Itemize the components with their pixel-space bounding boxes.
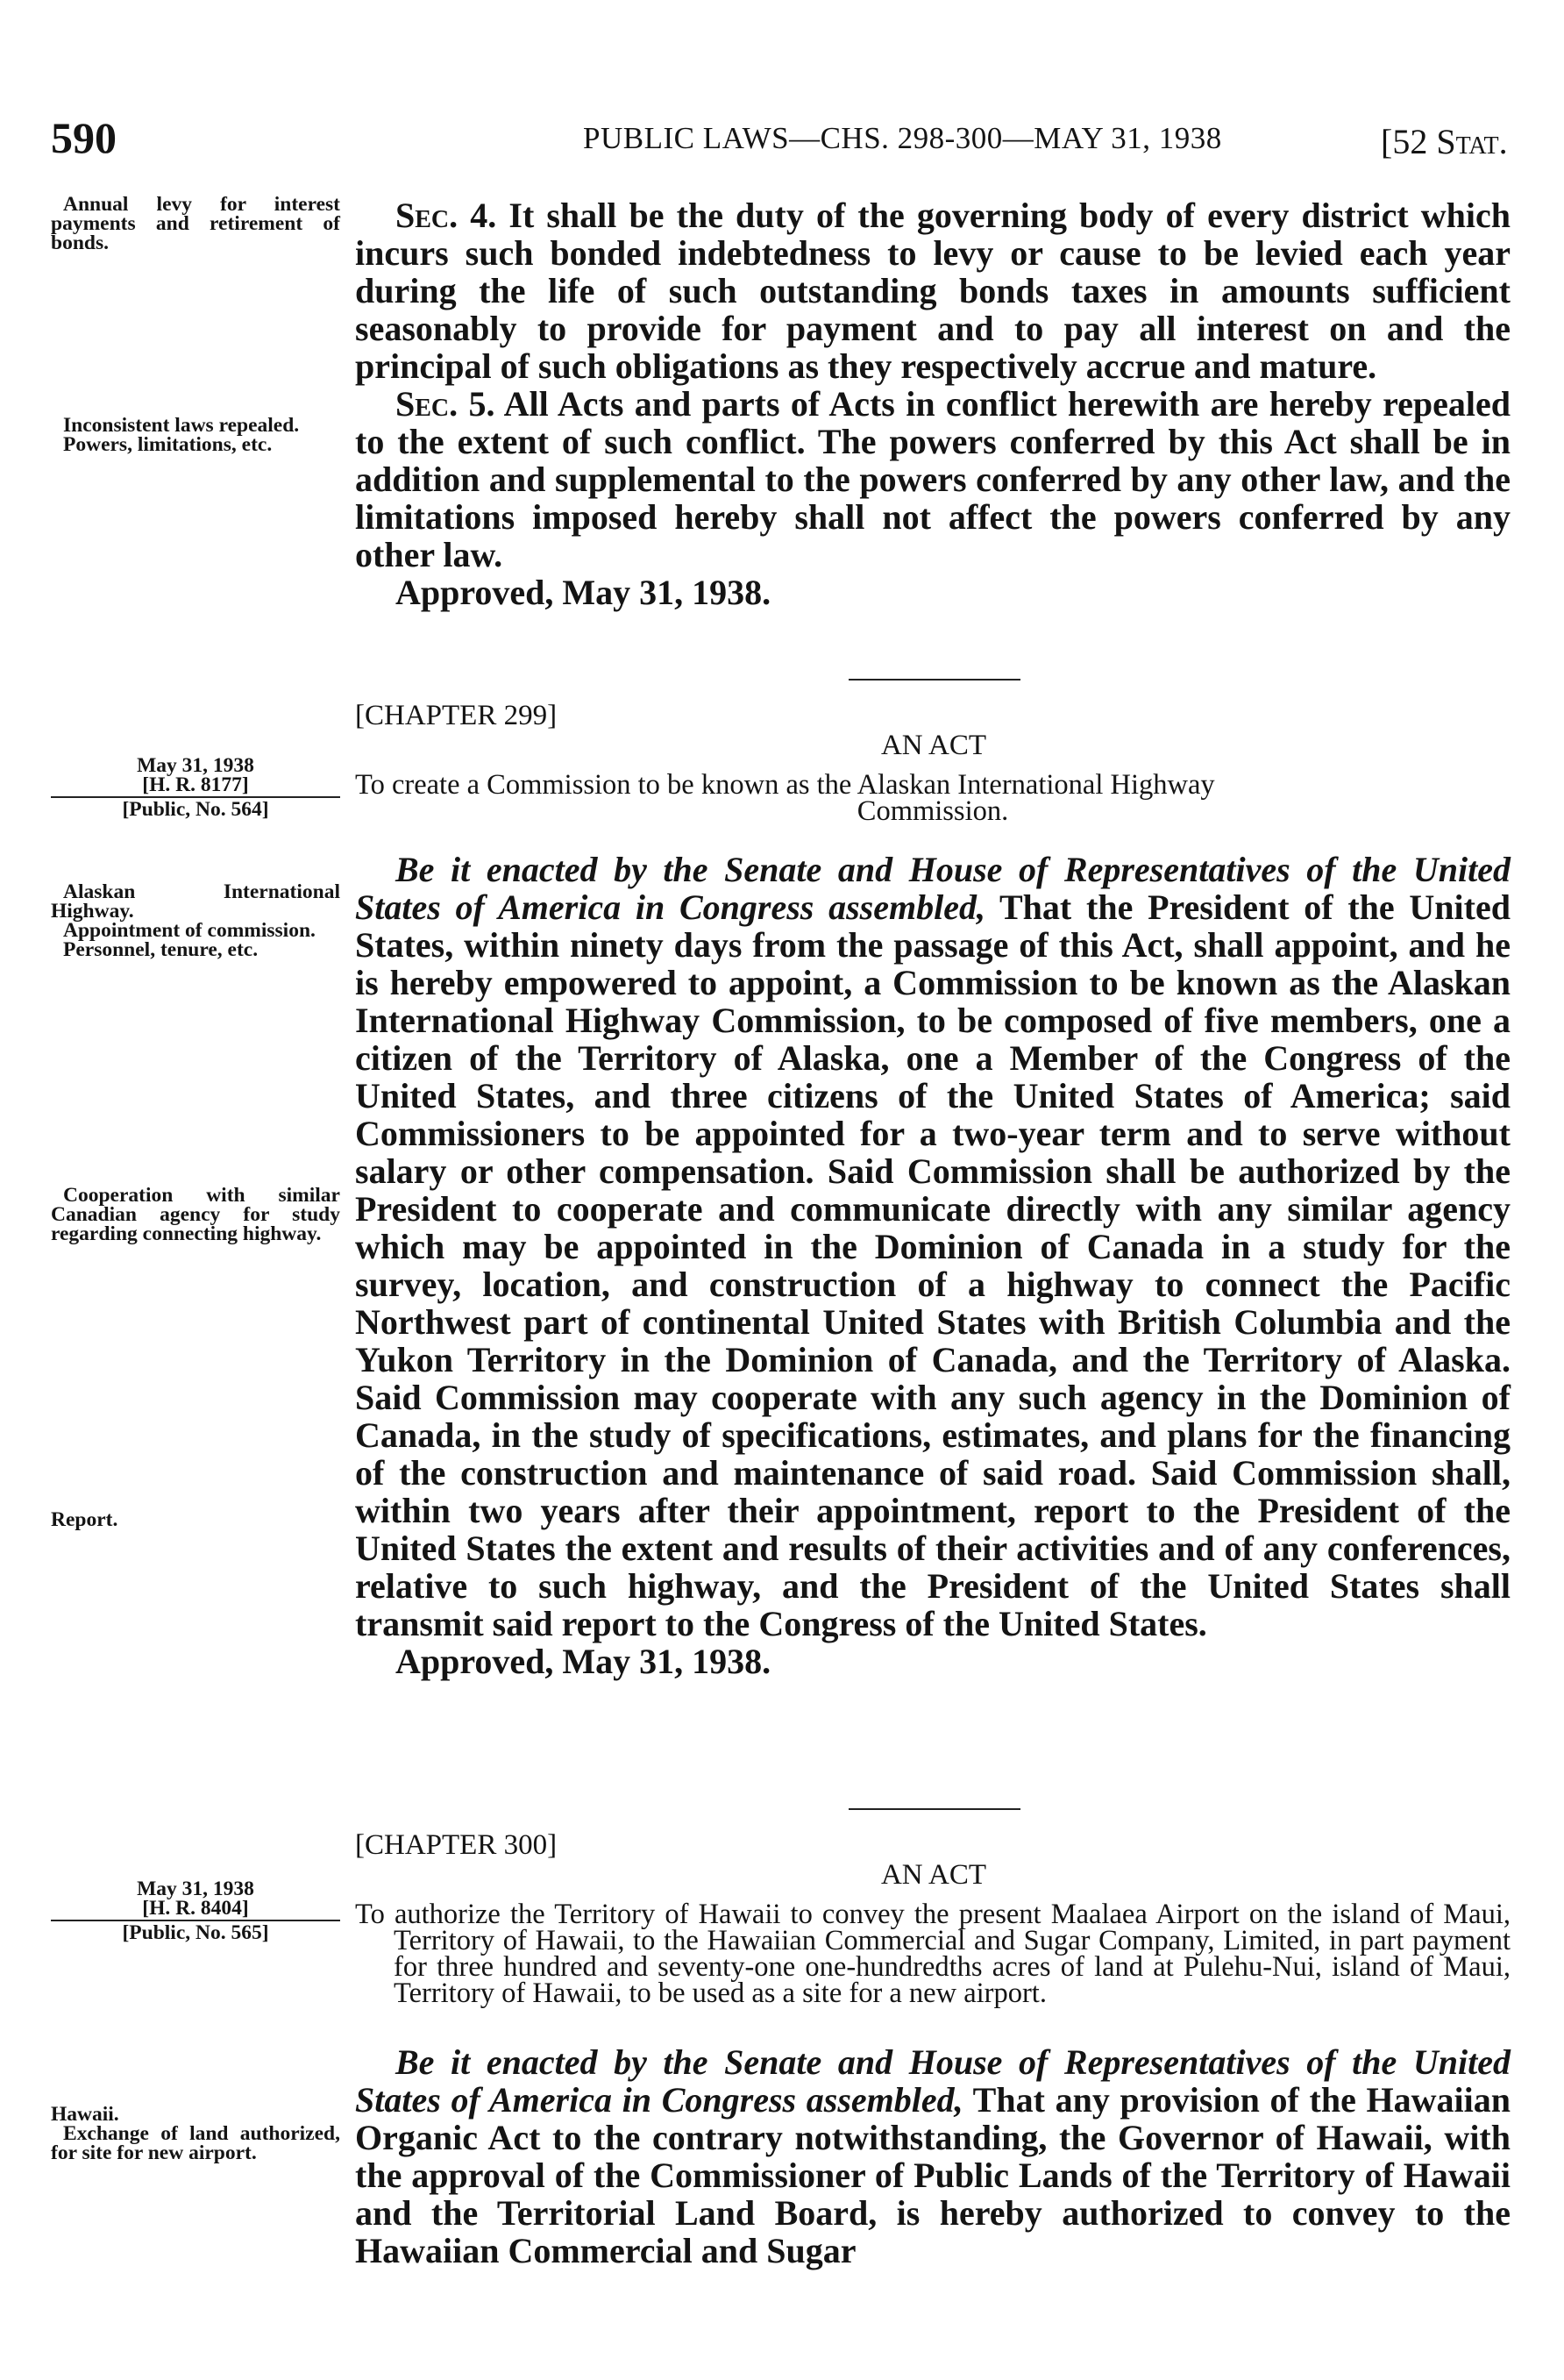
margin-note-repealed-text: Inconsistent laws repealed. (63, 414, 300, 437)
section-4-label: Sec. 4. (395, 196, 497, 235)
chapter-299-title-line1: To create a Commission to be known as the Alaskan International Highway (355, 769, 1215, 801)
chapter-299-body (355, 851, 1511, 1680)
ch299-bill: [H. R. 8177] (142, 773, 249, 796)
chapter-299-body-b: Said Commission shall be authorized by the President to cooperate and communicate directly with any similar agency which may be appointed in the Dominion of Canada in a study for the survey, location, and construction of a highway to connect the Pacific Northwest part of continental United States with British Columbia and the Yukon Territory in the Dominion of Canada, and the Territory of Alaska. Said Commission may cooperate with any such agency in the Dominion of Canada, in the study of specifications, estimates, and plans for the financing of the construction and maintenance of said road. (355, 1151, 1511, 1493)
chapter-300-title-text: To authorize the Territory of Hawaii to convey the present Maalaea Airport on the island of Maui, Territory of Hawaii, to the Hawaiian Commercial and Sugar Company, Limited, in part payment for three hundred and seventy-one one-hundredths acres of land at Pulehu-Nui, island of Maui, Territory of Hawaii, to be used as a site for a new airport. (355, 1899, 1511, 2009)
chapter-300-heading: [CHAPTER 300] (355, 1829, 558, 1861)
chapter-299-title (355, 769, 1511, 827)
chapter-300-body-text: That any provision of the Hawaiian Organic Act to the contrary notwithstanding, the Governor of Hawaii, with the approval of the Commissioner of Public Lands of the Territory of Hawaii and the Territorial Land Board, is hereby authorized to convey to the Hawaiian Commercial and Sugar (355, 2080, 1511, 2270)
margin-note-exchange-text: Exchange of land authorized, for site for new airport. (51, 2122, 340, 2164)
margin-note-levy-text: Annual levy for interest payments and retirement of bonds. (51, 193, 340, 254)
chapter-299-heading: [CHAPTER 299] (355, 700, 558, 731)
margin-note-repeal (51, 416, 340, 454)
margin-note-levy (51, 195, 340, 253)
running-head: PUBLIC LAWS—CHS. 298-300—MAY 31, 1938 (583, 121, 1222, 155)
margin-note-cooperation (51, 1186, 340, 1243)
margin-note-personnel-text: Personnel, tenure, etc. (63, 938, 259, 961)
chapter-299-title-line2: Commission. (857, 795, 1009, 827)
chapter-299-act-label: AN ACT (880, 730, 987, 761)
margin-note-hawaii-text: Hawaii. (51, 2103, 119, 2126)
chapter-299-body-c: Said Commission shall, within two years after their appointment, report to the President of the United States the extent and results of their activities and of any conferences, relative to such highway, and the President of the United States shall transmit said report to the Congress of the United States. (355, 1453, 1511, 1643)
chapter-299-enacting (355, 851, 1511, 1642)
margin-note-report (51, 1510, 340, 1529)
chapter-300-act-label: AN ACT (880, 1859, 987, 1891)
ch300-bill: [H. R. 8404] (142, 1897, 249, 1920)
chapter-300-body (355, 2043, 1511, 2270)
margin-note-ch299-info (51, 756, 340, 819)
margin-note-hawaii (51, 2105, 340, 2163)
chapter-299-body-a: That the President of the United States, within ninety days from the passage of this Act, shall appoint, and he is hereby empowered to appoint, a Commission to be known as the Alaskan International Highway Commission, to be composed of five members, one a citizen of the Territory of Alaska, one a Member of the Congress of the United States, and three citizens of the United States of America; said Commissioners to be appointed for a two-year term and to serve without salary or other compensation. (355, 887, 1511, 1191)
margin-note-highway-text: Alaskan International Highway. (51, 880, 340, 923)
separator-rule-1 (849, 679, 1020, 681)
margin-note-report-text: Report. (51, 1508, 118, 1531)
chapter-300-title (355, 1899, 1511, 2009)
separator-rule-2 (849, 1808, 1020, 1810)
approval-line-1: Approved, May 31, 1938. (395, 573, 771, 612)
volume-marker: [52 Stat. (1381, 122, 1508, 161)
chapter-299-enacting-clause: Be it enacted by the Senate and House of Representatives of the United States of America in Congress assembled, (355, 850, 1511, 927)
ch299-date: May 31, 1938 (137, 754, 254, 777)
section-4 (355, 196, 1511, 385)
section-5 (355, 385, 1511, 574)
chapter-300-enacting-clause: Be it enacted by the Senate and House of Representatives of the United States of America in Congress assembled, (355, 2042, 1511, 2120)
margin-note-highway (51, 882, 340, 959)
margin-note-ch300-info (51, 1879, 340, 1942)
ch300-date: May 31, 1938 (137, 1878, 254, 1900)
section-4-text: It shall be the duty of the governing body of every district which incurs such bonded indebtedness to levy or cause to be levied each year during the life of such outstanding bonds taxes in amounts sufficient seasonably to provide for payment and to pay all interest on and the principal of such obligations as they respectively accrue and mature. (355, 196, 1511, 386)
margin-note-powers-text: Powers, limitations, etc. (63, 433, 273, 456)
approval-line-2: Approved, May 31, 1938. (395, 1642, 771, 1681)
sections-4-5 (355, 196, 1511, 611)
margin-note-cooperation-text: Cooperation with similar Canadian agency for study regarding connecting highway. (51, 1184, 340, 1245)
chapter-300-enacting (355, 2043, 1511, 2270)
section-5-label: Sec. 5. (395, 384, 495, 424)
margin-note-appointment-text: Appointment of commission. (63, 919, 316, 942)
ch299-public: [Public, No. 564] (122, 798, 269, 821)
page-number: 590 (51, 113, 117, 162)
section-5-text: All Acts and parts of Acts in conflict herewith are hereby repealed to the extent of such conflict. The powers conferred by this Act shall be in addition and supplemental to the powers conferred by any other law, and the limitations imposed hereby shall not affect the powers conferred by any other law. (355, 384, 1511, 574)
ch300-public: [Public, No. 565] (122, 1921, 269, 1944)
